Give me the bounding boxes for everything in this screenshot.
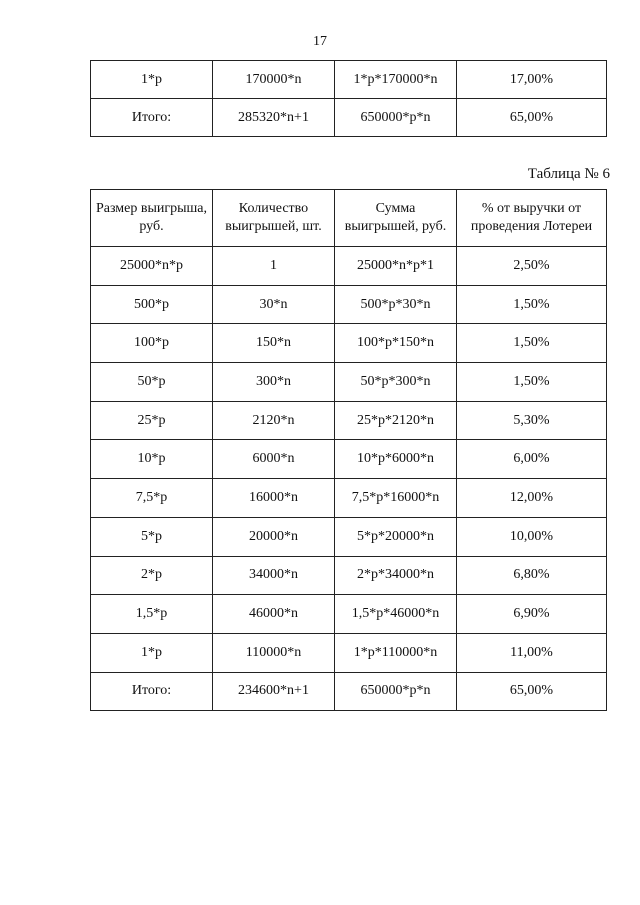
prize-amount-cell: 50*р	[91, 363, 213, 402]
table-row	[91, 556, 607, 595]
total-label-cell: Итого:	[91, 672, 213, 711]
prize-count-cell: 1	[213, 247, 335, 286]
table-row	[91, 440, 607, 479]
prize-sum-cell: 5*р*20000*n	[335, 517, 457, 556]
revenue-percent-cell: 6,00%	[457, 440, 607, 479]
prize-count-cell: 30*n	[213, 285, 335, 324]
table-header-row	[91, 190, 607, 247]
prize-amount-cell: 25000*n*р	[91, 247, 213, 286]
revenue-percent-cell: 17,00%	[457, 61, 607, 99]
prize-table-6	[90, 189, 607, 711]
prize-amount-cell: 2*р	[91, 556, 213, 595]
prize-sum-cell: 100*р*150*n	[335, 324, 457, 363]
column-header-revenue-percent: % от выручки от проведения Лотереи	[457, 190, 607, 247]
prize-table-continuation	[90, 60, 607, 137]
prize-sum-cell: 1*р*110000*n	[335, 633, 457, 672]
prize-sum-cell: 25000*n*р*1	[335, 247, 457, 286]
table-caption: Таблица № 6	[527, 166, 610, 182]
prize-sum-cell: 50*р*300*n	[335, 363, 457, 402]
prize-sum-cell: 2*р*34000*n	[335, 556, 457, 595]
prize-count-cell: 300*n	[213, 363, 335, 402]
column-header-prize-sum: Сумма выигрышей, руб.	[335, 190, 457, 247]
prize-amount-cell: 1,5*р	[91, 595, 213, 634]
prize-sum-cell: 25*р*2120*n	[335, 401, 457, 440]
prize-amount-cell: 10*р	[91, 440, 213, 479]
total-label-cell: Итого:	[91, 99, 213, 137]
prize-sum-cell: 10*р*6000*n	[335, 440, 457, 479]
table-row	[91, 61, 607, 99]
page-number: 17	[313, 34, 327, 49]
prize-sum-cell: 1*р*170000*n	[335, 61, 457, 99]
prize-count-cell: 20000*n	[213, 517, 335, 556]
table-row	[91, 517, 607, 556]
revenue-percent-cell: 12,00%	[457, 479, 607, 518]
revenue-percent-cell: 6,80%	[457, 556, 607, 595]
table-row	[91, 285, 607, 324]
revenue-percent-cell: 10,00%	[457, 517, 607, 556]
prize-count-cell: 170000*n	[213, 61, 335, 99]
revenue-percent-cell: 2,50%	[457, 247, 607, 286]
prize-amount-cell: 100*р	[91, 324, 213, 363]
prize-count-cell: 34000*n	[213, 556, 335, 595]
revenue-percent-cell: 1,50%	[457, 363, 607, 402]
revenue-percent-cell: 6,90%	[457, 595, 607, 634]
table-row	[91, 401, 607, 440]
prize-sum-cell: 650000*р*n	[335, 99, 457, 137]
prize-amount-cell: 7,5*р	[91, 479, 213, 518]
table-row	[91, 633, 607, 672]
table-row	[91, 595, 607, 634]
prize-amount-cell: 1*р	[91, 633, 213, 672]
revenue-percent-cell: 65,00%	[457, 99, 607, 137]
prize-count-cell: 150*n	[213, 324, 335, 363]
revenue-percent-cell: 1,50%	[457, 285, 607, 324]
revenue-percent-cell: 1,50%	[457, 324, 607, 363]
column-header-prize-amount: Размер выигрыша, руб.	[91, 190, 213, 247]
table-row	[91, 247, 607, 286]
prize-count-cell: 46000*n	[213, 595, 335, 634]
prize-amount-cell: 25*р	[91, 401, 213, 440]
revenue-percent-cell: 11,00%	[457, 633, 607, 672]
revenue-percent-cell: 5,30%	[457, 401, 607, 440]
prize-count-cell: 234600*n+1	[213, 672, 335, 711]
prize-sum-cell: 500*р*30*n	[335, 285, 457, 324]
prize-count-cell: 2120*n	[213, 401, 335, 440]
table-total-row	[91, 672, 607, 711]
prize-count-cell: 110000*n	[213, 633, 335, 672]
table-row	[91, 324, 607, 363]
prize-count-cell: 16000*n	[213, 479, 335, 518]
prize-sum-cell: 650000*р*n	[335, 672, 457, 711]
table-total-row	[91, 99, 607, 137]
table-row	[91, 479, 607, 518]
table-row	[91, 363, 607, 402]
prize-count-cell: 285320*n+1	[213, 99, 335, 137]
prize-amount-cell: 5*р	[91, 517, 213, 556]
prize-sum-cell: 1,5*р*46000*n	[335, 595, 457, 634]
prize-amount-cell: 500*р	[91, 285, 213, 324]
prize-count-cell: 6000*n	[213, 440, 335, 479]
revenue-percent-cell: 65,00%	[457, 672, 607, 711]
column-header-prize-count: Количество выигрышей, шт.	[213, 190, 335, 247]
prize-amount-cell: 1*р	[91, 61, 213, 99]
prize-sum-cell: 7,5*р*16000*n	[335, 479, 457, 518]
